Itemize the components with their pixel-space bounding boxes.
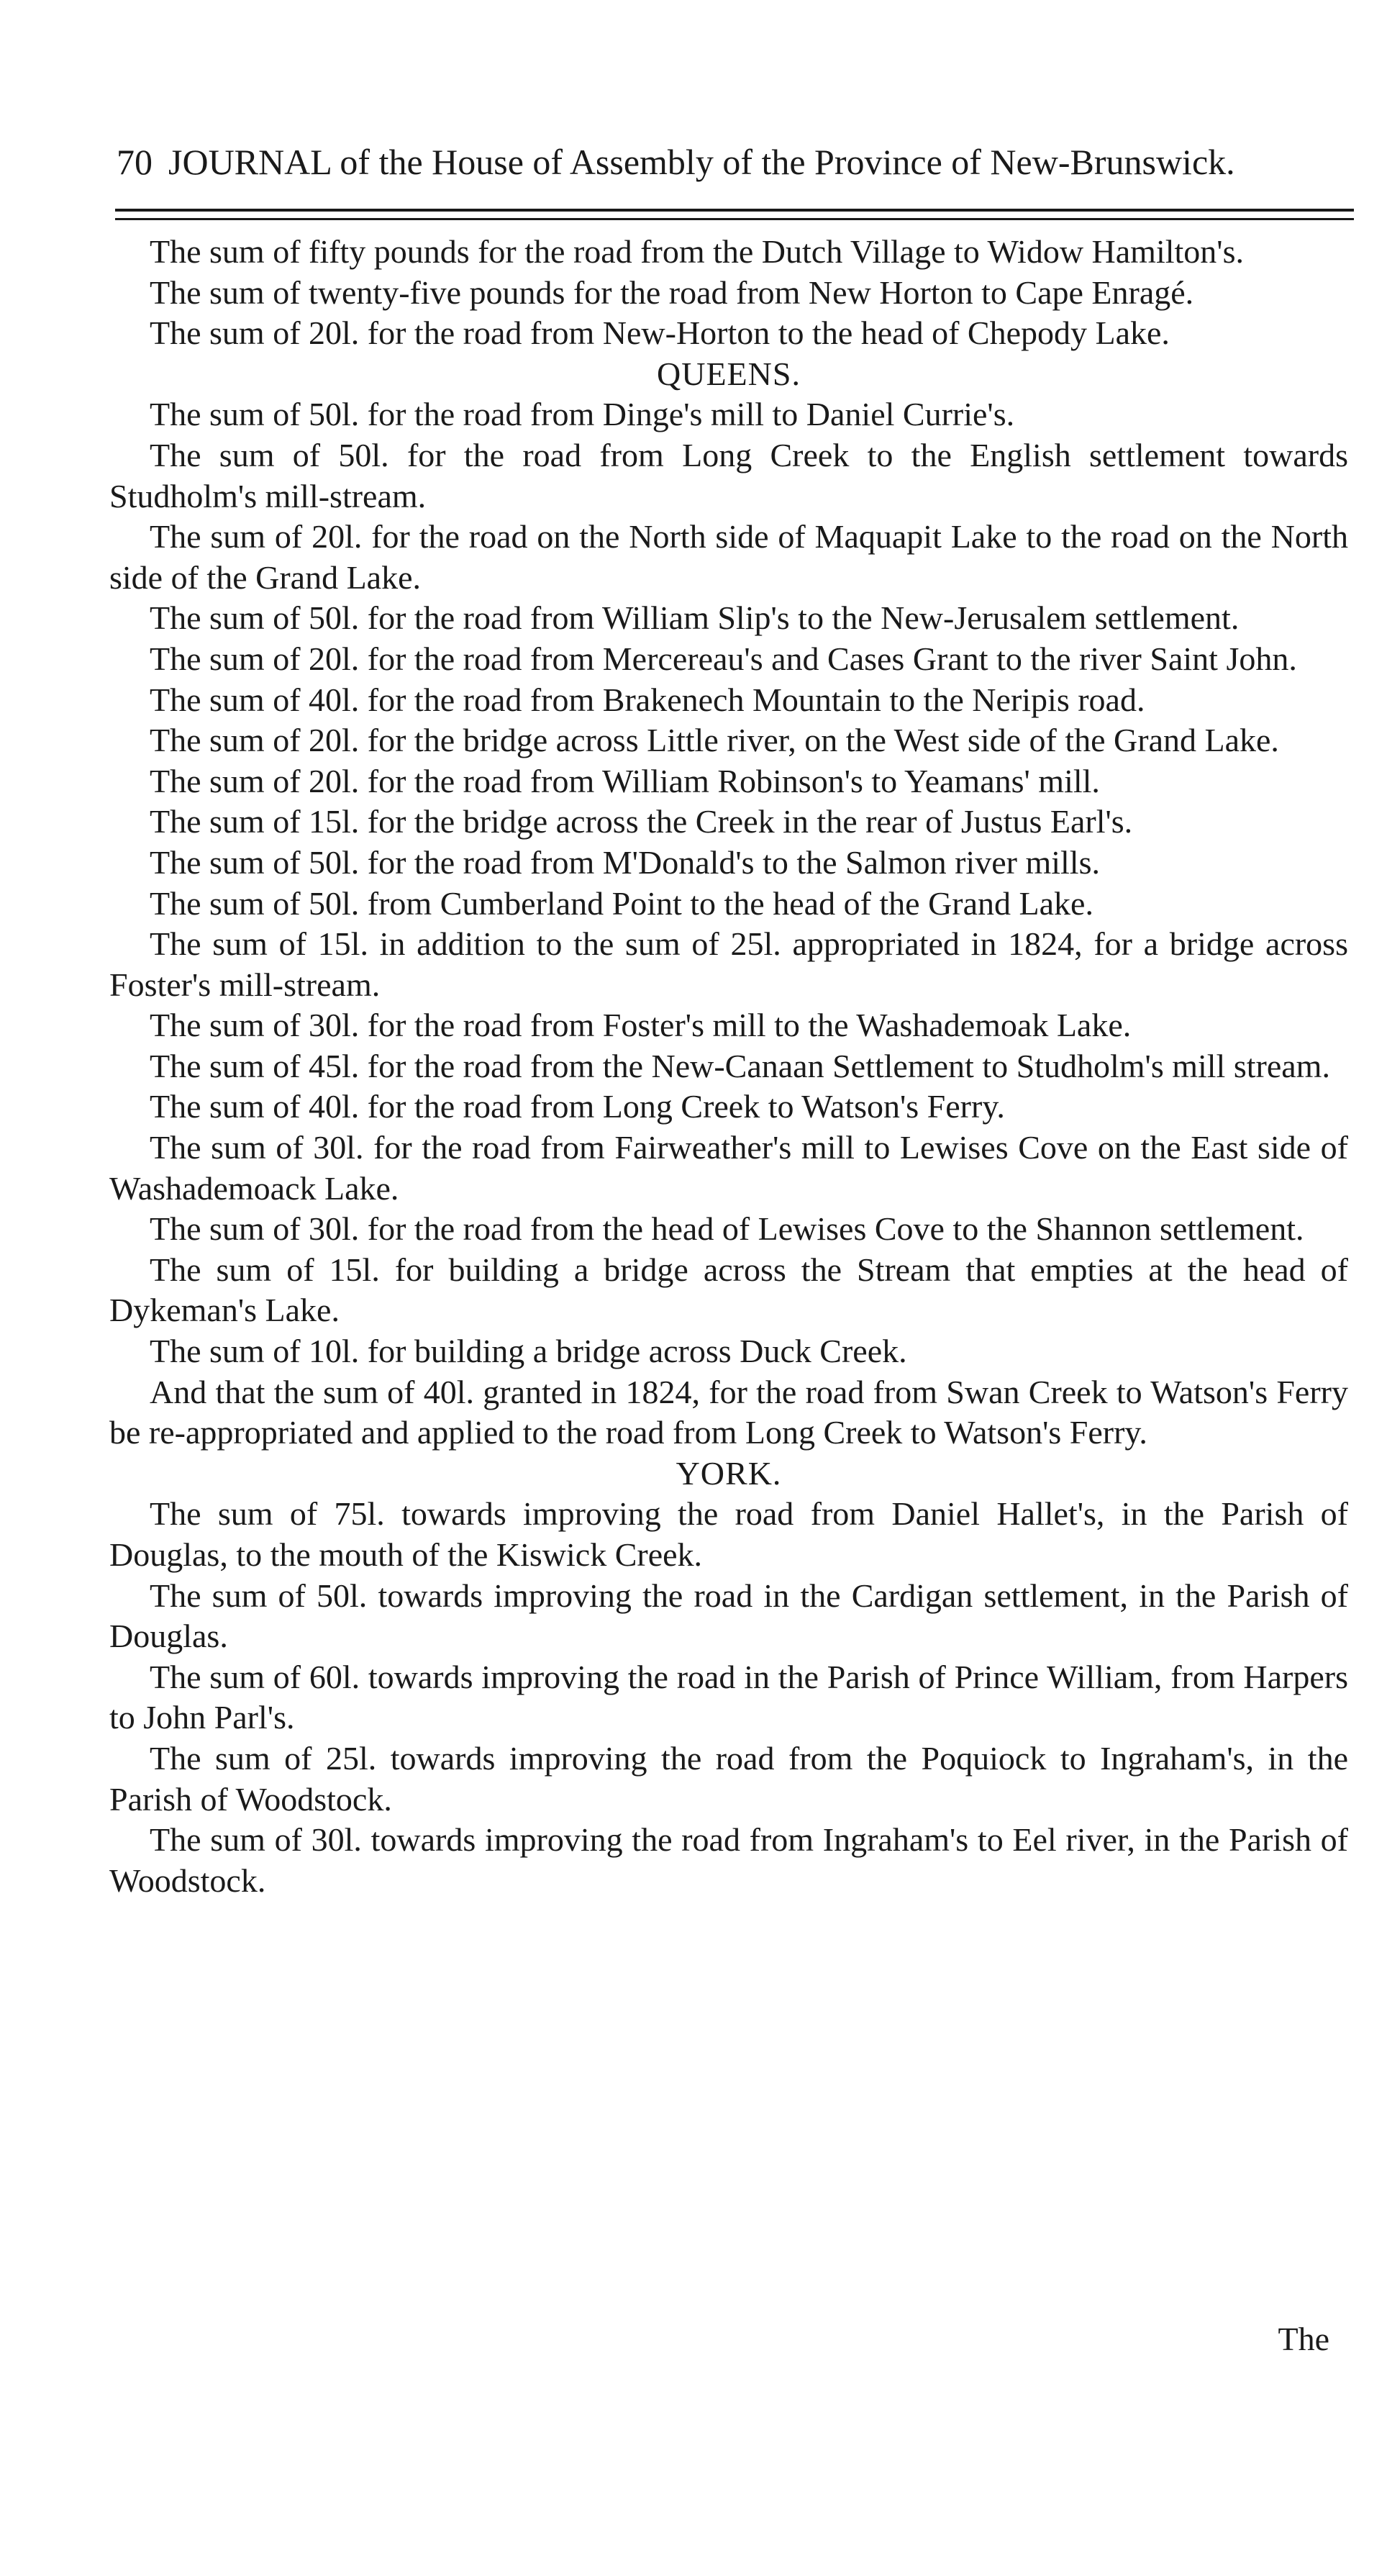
appropriation-paragraph: And that the sum of 40l. granted in 1824, for the road from Swan Creek to Watson's Ferry be re-appropriated and applied to the road from Long Creek to Watson's Ferry. [109,1373,1348,1451]
appropriation-paragraph: The sum of 45l. for the road from the New-Canaan Settlement to Studholm's mill stream. [150,1047,1330,1084]
appropriation-paragraph: The sum of 50l. towards improving the road in the Cardigan settlement, in the Parish of Douglas. [109,1577,1348,1655]
appropriation-paragraph: The sum of 50l. for the road from Dinge's mill to Daniel Currie's. [150,396,1015,433]
county-heading: YORK. [676,1454,782,1492]
appropriation-paragraph: The sum of 20l. for the road on the North side of Maquapit Lake to the road on the North side of the Grand Lake. [109,518,1348,596]
appropriation-paragraph: The sum of 15l. for building a bridge across the Stream that empties at the head of Dykeman's Lake. [109,1251,1348,1329]
appropriation-paragraph: The sum of 30l. for the road from the head of Lewises Cove to the Shannon settlement. [150,1210,1304,1248]
appropriation-paragraph: The sum of 60l. towards improving the road in the Parish of Prince William, from Harpers to John Parl's. [109,1658,1348,1736]
page-number: 70 [117,142,153,182]
county-heading: QUEENS. [657,355,801,392]
appropriation-paragraph: The sum of 30l. for the road from Fairweather's mill to Lewises Cove on the East side of Washademoack Lake. [109,1129,1348,1207]
header-rule-thick [115,209,1354,212]
appropriation-paragraph: The sum of 30l. towards improving the road from Ingraham's to Eel river, in the Parish of Woodstock. [109,1821,1348,1899]
appropriation-paragraph: The sum of 20l. for the road from New-Horton to the head of Chepody Lake. [150,314,1170,352]
appropriation-paragraph: The sum of 75l. towards improving the road from Daniel Hallet's, in the Parish of Douglas, to the mouth of the Kiswick Creek. [109,1495,1348,1573]
appropriation-paragraph: The sum of 15l. in addition to the sum of 25l. appropriated in 1824, for a bridge across Foster's mill-stream. [109,925,1348,1003]
appropriation-paragraph: The sum of twenty-five pounds for the road from New Horton to Cape Enragé. [150,273,1194,311]
header-rule-thin [115,218,1354,220]
appropriation-paragraph: The sum of 40l. for the road from Brakenech Mountain to the Neripis road. [150,681,1145,718]
appropriation-paragraph: The sum of 20l. for the bridge across Little river, on the West side of the Grand Lake. [150,722,1279,759]
catchword: The [1278,2321,1329,2357]
appropriation-paragraph: The sum of 20l. for the road from Mercereau's and Cases Grant to the river Saint John. [150,640,1297,677]
appropriation-paragraph: The sum of 50l. for the road from Long Creek to the English settlement towards Studholm's mill-stream. [109,436,1348,514]
appropriation-paragraph: The sum of 50l. for the road from M'Donald's to the Salmon river mills. [150,843,1100,881]
appropriation-paragraph: The sum of 50l. from Cumberland Point to the head of the Grand Lake. [150,884,1093,922]
appropriation-paragraph: The sum of 25l. towards improving the road from the Poquiock to Ingraham's, in the Parish of Woodstock. [109,1739,1348,1818]
appropriation-paragraph: The sum of 40l. for the road from Long Creek to Watson's Ferry. [150,1088,1005,1125]
journal-title: JOURNAL of the House of Assembly of the Province of New-Brunswick. [168,142,1235,182]
appropriation-paragraph: The sum of 15l. for the bridge across the Creek in the rear of Justus Earl's. [150,803,1133,840]
appropriation-paragraph: The sum of 10l. for building a bridge across Duck Creek. [150,1333,907,1370]
appropriation-paragraph: The sum of 30l. for the road from Foster's mill to the Washademoak Lake. [150,1007,1132,1044]
body-text [109,232,1348,1901]
running-header [117,137,1354,187]
appropriation-paragraph: The sum of fifty pounds for the road from the Dutch Village to Widow Hamilton's. [150,233,1244,270]
appropriation-paragraph: The sum of 20l. for the road from William Robinson's to Yeamans' mill. [150,762,1100,799]
appropriation-paragraph: The sum of 50l. for the road from William Slip's to the New-Jerusalem settlement. [150,599,1240,637]
